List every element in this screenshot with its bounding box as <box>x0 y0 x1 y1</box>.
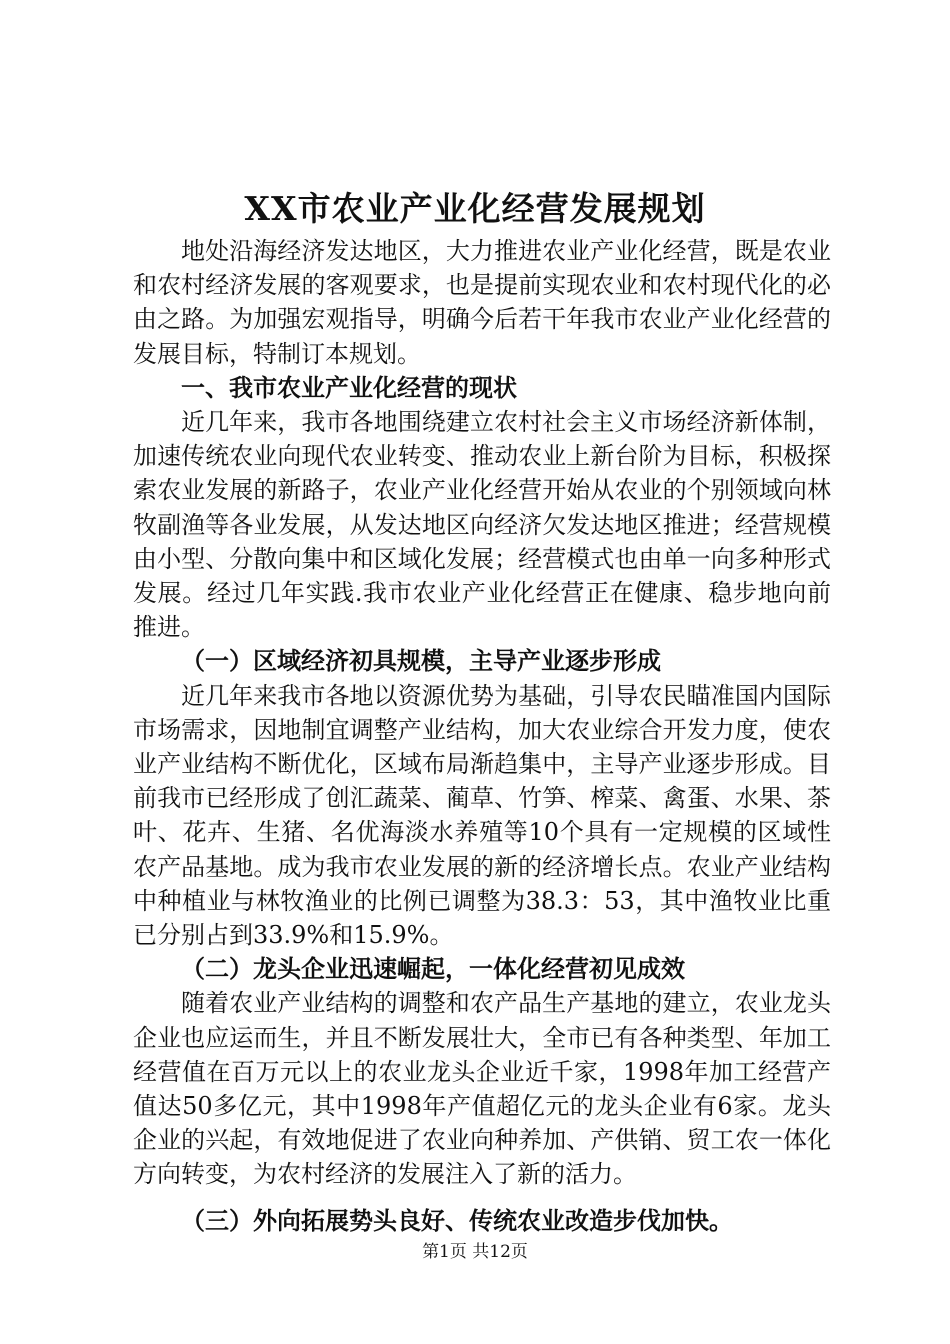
section-paragraph-status: 近几年来，我市各地围绕建立农村社会主义市场经济新体制，加速传统农业向现代农业转变、推动农业上新台阶为目标，积极探索农业发展的新路子，农业产业化经营开始从农业的个别领域向林牧副渔等各业发展，从发达地区向经济欠发达地区推进；经营规模由小型、分散向集中和区域化发展；经营模式也由单一向多种形式发展。经过几年实践.我市农业产业化经营正在健康、稳步地向前推进。 <box>133 408 831 642</box>
page-footer: 第1页 共12页 <box>422 1242 528 1262</box>
subsection-heading-outward-expansion: （三）外向拓展势头良好、传统农业改造步伐加快。 <box>181 1206 733 1235</box>
section-heading-status: 一、我市农业产业化经营的现状 <box>181 373 517 402</box>
intro-paragraph: 地处沿海经济发达地区，大力推进农业产业化经营，既是农业和农村经济发展的客观要求，也是提前实现农业和农村现代化的必由之路。为加强宏观指导，明确今后若干年我市农业产业化经营的发展目标，特制订本规划。 <box>133 237 831 368</box>
subsection-heading-regional-economy: （一）区域经济初具规模，主导产业逐步形成 <box>181 647 661 676</box>
subsection-paragraph-leading-enterprises: 随着农业产业结构的调整和农产品生产基地的建立，农业龙头企业也应运而生，并且不断发展壮大，全市已有各种类型、年加工经营值在百万元以上的农业龙头企业近千家，1998年加工经营产值达50多亿元，其中1998年产值超亿元的龙头企业有6家。龙头企业的兴起，有效地促进了农业向种养加、产供销、贸工农一体化方向转变，为农村经济的发展注入了新的活力。 <box>133 989 831 1189</box>
subsection-paragraph-regional-economy: 近几年来我市各地以资源优势为基础，引导农民瞄准国内国际市场需求，因地制宜调整产业结构，加大农业综合开发力度，使农业产业结构不断优化，区域布局渐趋集中，主导产业逐步形成。目前我市已经形成了创汇蔬菜、蔺草、竹笋、榨菜、禽蛋、水果、茶叶、花卉、生猪、名优海淡水养殖等10个具有一定规模的区域性农产品基地。成为我市农业发展的新的经济增长点。农业产业结构中种植业与林牧渔业的比例已调整为38.3：53，其中渔牧业比重已分别占到33.9%和15.9%。 <box>133 681 831 950</box>
document-title: XX市农业产业化经营发展规划 <box>244 189 706 228</box>
subsection-heading-leading-enterprises: （二）龙头企业迅速崛起，一体化经营初见成效 <box>181 955 685 984</box>
document-body <box>133 234 831 1238</box>
